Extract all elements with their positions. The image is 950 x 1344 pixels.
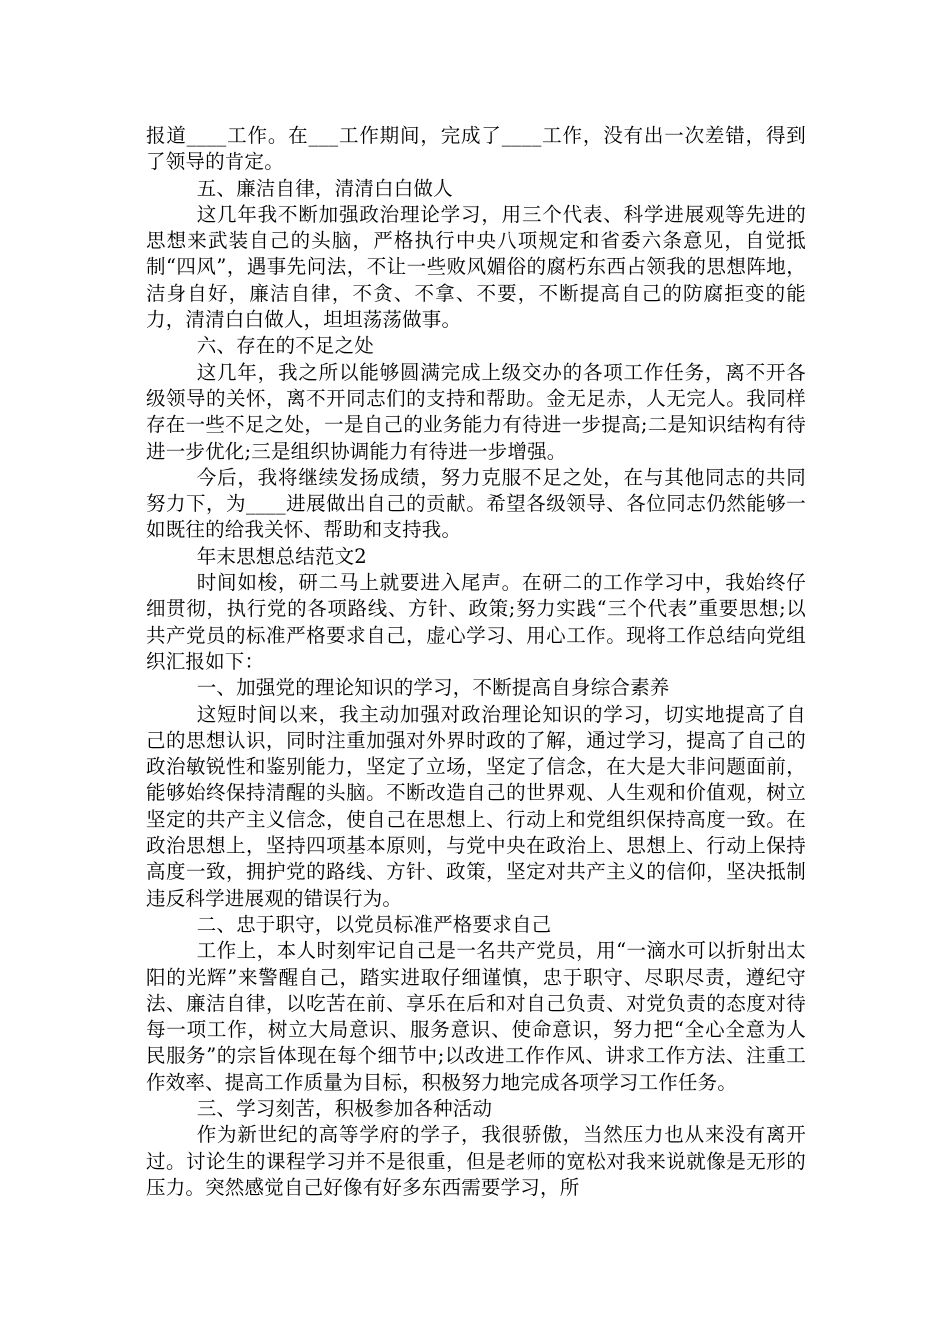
paragraph-activities: 作为新世纪的高等学府的学子，我很骄傲，当然压力也从来没有离开过。讨论生的课程学习并不是很重，但是老师的宽松对我来说就像是无形的压力。突然感觉自己好像有好多东西需要学习，所 bbox=[146, 1123, 806, 1199]
sample-title-2: 年末思想总结范文2 bbox=[196, 544, 367, 568]
document-body bbox=[146, 123, 806, 1201]
section-heading-activities: 三、学习刻苦，积极参加各种活动 bbox=[196, 1096, 493, 1120]
paragraph-duty: 工作上，本人时刻牢记自己是一名共产党员，用“一滴水可以折射出太阳的光辉”来警醒自己，踏实进取仔细谨慎，忠于职守、尽职尽责，遵纪守法、廉洁自律，以吃苦在前、享乐在后和对自己负责、对党负责的态度对待每一项工作，树立大局意识、服务意识、使命意识，努力把“全心全意为人民服务”的宗旨体现在每个细节中;以改进工作作风、讲求工作方法、注重工作效率、提高工作质量为目标，积极努力地完成各项学习工作任务。 bbox=[146, 939, 806, 1094]
section-heading-duty: 二、忠于职守，以党员标准严格要求自己 bbox=[196, 912, 552, 936]
section-heading-theory-study: 一、加强党的理论知识的学习，不断提高自身综合素养 bbox=[196, 676, 670, 700]
paragraph-integrity: 这几年我不断加强政治理论学习，用三个代表、科学进展观等先进的思想来武装自己的头脑，严格执行中央八项规定和省委六条意见，自觉抵制“四风”，遇事先问法，不让一些败风媚俗的腐朽东西占领我的思想阵地，洁身自好，廉洁自律，不贪、不拿、不要，不断提高自己的防腐拒变的能力，清清白白做人，坦坦荡荡做事。 bbox=[146, 202, 806, 332]
section-heading-shortcomings: 六、存在的不足之处 bbox=[196, 334, 374, 358]
paragraph-theory-study: 这短时间以来，我主动加强对政治理论知识的学习，切实地提高了自己的思想认识，同时注重加强对外界时政的了解，通过学习，提高了自己的政治敏锐性和鉴别能力，坚定了立场，坚定了信念，在大是大非问题面前，能够始终保持清醒的头脑。不断改造自己的世界观、人生观和价值观，树立坚定的共产主义信念，使自己在思想上、行动上和党组织保持高度一致。在政治思想上，坚持四项基本原则，与党中央在政治上、思想上、行动上保持高度一致，拥护党的路线、方针、政策，坚定对共产主义的信仰，坚决抵制违反科学进展观的错误行为。 bbox=[146, 702, 806, 910]
section-heading-integrity: 五、廉洁自律，清清白白做人 bbox=[196, 176, 453, 200]
paragraph-future: 今后，我将继续发扬成绩，努力克服不足之处，在与其他同志的共同努力下，为____进展做出自己的贡献。希望各级领导、各位同志仍然能够一如既往的给我关怀、帮助和支持我。 bbox=[146, 465, 806, 542]
paragraph-continuation: 报道____工作。在___工作期间，完成了____工作，没有出一次差错，得到了领导的肯定。 bbox=[146, 124, 806, 174]
paragraph-intro-2: 时间如梭，研二马上就要进入尾声。在研二的工作学习中，我始终仔细贯彻，执行党的各项路线、方针、政策;努力实践“三个代表”重要思想;以共产党员的标准严格要求自己，虚心学习、用心工作。现将工作总结向党组织汇报如下： bbox=[146, 571, 806, 673]
paragraph-shortcomings: 这几年，我之所以能够圆满完成上级交办的各项工作任务，离不开各级领导的关怀，离不开同志们的支持和帮助。金无足赤，人无完人。我同样存在一些不足之处，一是自己的业务能力有待进一步提高;二是知识结构有待进一步优化;三是组织协调能力有待进一步增强。 bbox=[146, 360, 806, 463]
